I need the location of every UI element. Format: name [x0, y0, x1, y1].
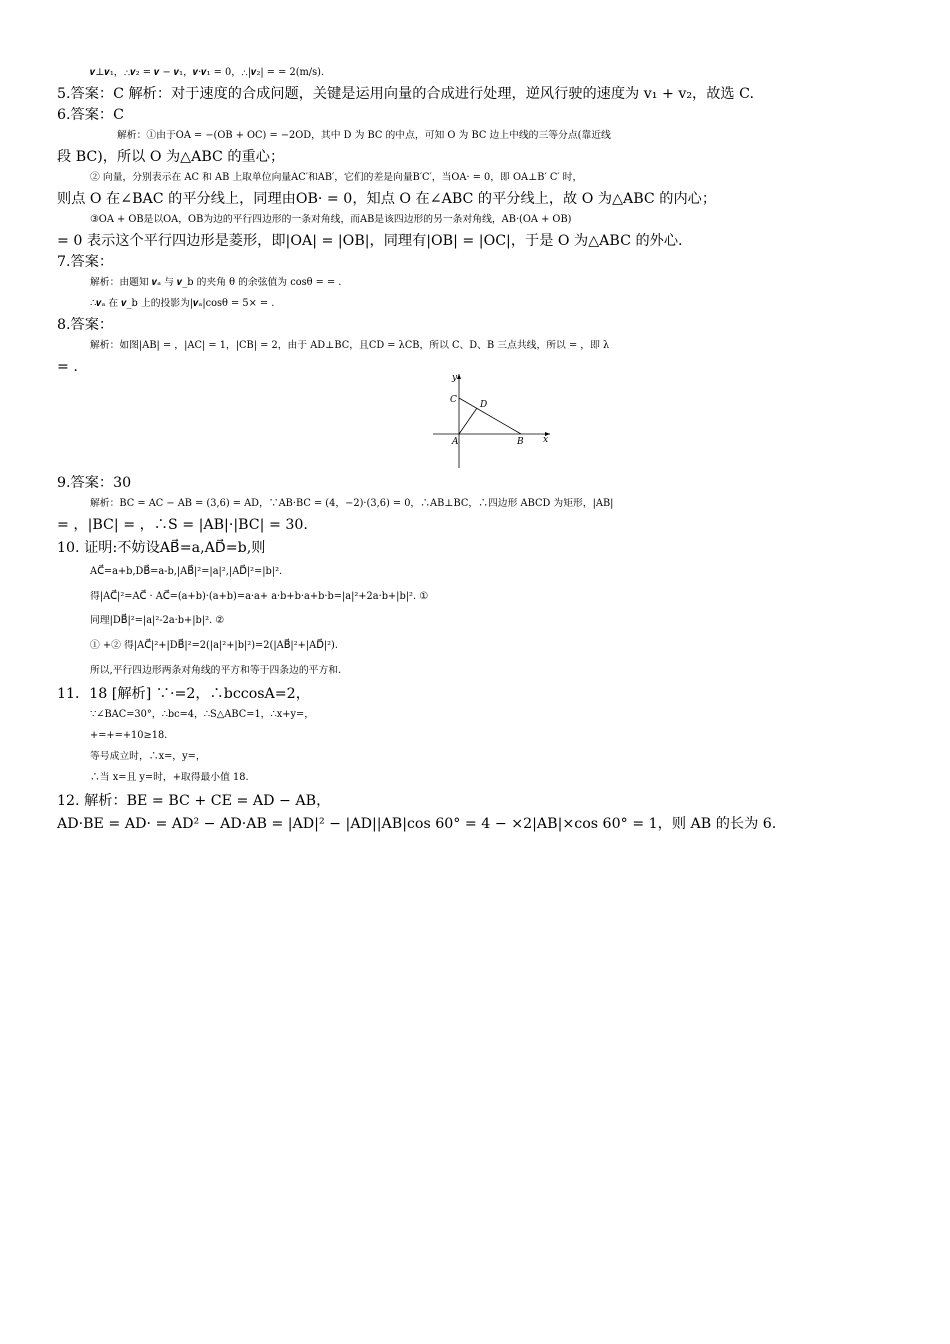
text-line: = .: [57, 359, 78, 375]
text-line: ∵∠BAC=30°，∴bc=4，∴S△ABC=1，∴x+y=，: [90, 709, 314, 720]
text-line: 则点 O 在∠BAC 的平分线上，同理由OB· = 0，知点 O 在∠ABC 的平分线上，故 O 为△ABC 的内心；: [57, 191, 717, 207]
text-line: = ，|BC| = ，∴S = |AB|·|BC| = 30.: [57, 517, 308, 533]
text-line: 12. 解析：BE = BC + CE = AD − AB，: [57, 793, 331, 809]
text-line: 8.答案：: [57, 317, 114, 333]
text-line: 所以,平行四边形两条对角线的平方和等于四条边的平方和.: [90, 665, 342, 676]
text-line: 解析：BC = AC − AB = (3,6) = AD，∵AB·BC = (4，−2)·(3,6) = 0，∴AB⊥BC，∴四边形 ABCD 为矩形，|AB|: [90, 498, 614, 509]
text-line: 得|AC⃗|²=AC⃗ · AC⃗=(a+b)·(a+b)=a·a+ a·b+b·a+b·b=|a|²+2a·b+|b|². ①: [90, 591, 428, 602]
segment-cb: [459, 398, 521, 434]
text-line: 6.答案：C: [57, 107, 124, 123]
text-line: ∴当 x=且 y=时，+取得最小值 18.: [90, 772, 249, 783]
text-line: ∴𝒗ₐ 在 𝒗_b 上的投影为|𝒗ₐ|cosθ = 5× = .: [90, 298, 275, 309]
text-line: AD·BE = AD· = AD² − AD·AB = |AD|² − |AD||AB|cos 60° = 4 − ×2|AB|×cos 60° = 1，则 AB 的长为 6.: [57, 816, 777, 832]
text-line: 解析：由题知 𝒗ₐ 与 𝒗_b 的夹角 θ 的余弦值为 cosθ = = .: [90, 277, 342, 288]
y-axis-label: y: [452, 373, 458, 383]
point-a-label: A: [452, 437, 459, 447]
point-c-label: C: [450, 395, 457, 405]
text-line: AC⃗=a+b,DB⃗=a-b,|AB⃗|²=|a|²,|AD⃗|²=|b|².: [90, 566, 283, 577]
point-b-label: B: [517, 437, 524, 447]
text-line: 同理|DB⃗|²=|a|²-2a·b+|b|². ②: [90, 615, 225, 626]
text-line: 10. 证明:不妨设AB⃗=a,AD⃗=b,则: [57, 540, 266, 556]
text-line: ② 向量，分别表示在 AC 和 AB 上取单位向量AC′和AB′，它们的差是向量B′C′，当OA· = 0，即 OA⊥B′ C′ 时，: [90, 172, 583, 183]
text-line: 解析：如图|AB| = ，|AC| = 1，|CB| = 2，由于 AD⊥BC，且CD = λCB，所以 C、D、B 三点共线，所以 = ，即 λ: [90, 340, 610, 351]
text-line: +=+=+10≥18.: [90, 730, 168, 741]
text-line: 段 BC)，所以 O 为△ABC 的重心；: [57, 149, 285, 165]
text-line: 解析：①由于OA = −(OB + OC) = −2OD，其中 D 为 BC 的中点，可知 O 为 BC 边上中线的三等分点(靠近线: [117, 130, 611, 141]
text-line: 11．18 [解析] ∵·=2，∴bccosA=2，: [57, 686, 310, 702]
segment-ad: [459, 408, 477, 434]
point-d-label: D: [480, 400, 488, 410]
text-line: ③OA + OB是以OA，OB为边的平行四边形的一条对角线，而AB是该四边形的另一条对角线，AB·(OA + OB): [90, 214, 572, 225]
text-line: 5.答案：C 解析：对于速度的合成问题，关键是运用向量的合成进行处理，逆风行驶的速度为 v₁ + v₂，故选 C.: [57, 86, 754, 102]
text-line: 𝒗⊥𝒗₁，∴𝒗₂ = 𝒗 − 𝒗₁，𝒗·𝒗₁ = 0，∴|𝒗₂| = = 2(m/s).: [90, 67, 325, 78]
triangle-diagram: [425, 370, 555, 470]
text-line: 7.答案：: [57, 254, 114, 270]
text-line: ① +② 得|AC⃗|²+|DB⃗|²=2(|a|²+|b|²)=2(|AB⃗|²+|AD⃗|²).: [90, 640, 338, 651]
y-axis-arrow: [457, 374, 461, 379]
x-axis-label: x: [543, 435, 549, 445]
text-line: 9.答案：30: [57, 475, 132, 491]
text-line: = 0 表示这个平行四边形是菱形，即|OA| = |OB|，同理有|OB| = |OC|，于是 O 为△ABC 的外心.: [57, 233, 683, 249]
text-line: 等号成立时，∴x=，y=，: [90, 751, 206, 762]
